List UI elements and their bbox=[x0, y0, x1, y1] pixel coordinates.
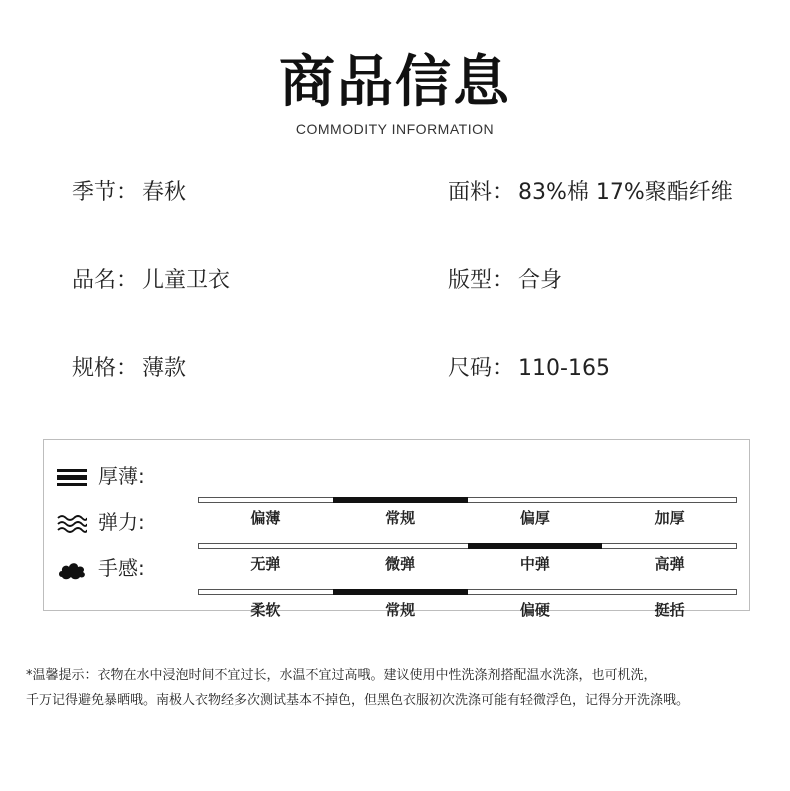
attr-size-value: 110-165 bbox=[518, 356, 610, 381]
attr-season-value: 春秋 bbox=[142, 180, 187, 205]
scale-label: 厚薄: bbox=[98, 464, 145, 488]
scale-option: 偏硬 bbox=[519, 601, 550, 619]
wave-icon bbox=[57, 512, 87, 536]
attr-fit-label: 版型： bbox=[448, 268, 515, 293]
scale-selected-segment bbox=[333, 589, 467, 595]
attr-fabric bbox=[448, 179, 733, 207]
scale-option: 偏薄 bbox=[250, 509, 281, 527]
attr-spec-value: 薄款 bbox=[142, 356, 187, 381]
attr-fit-value: 合身 bbox=[518, 268, 563, 293]
scale-selected-segment bbox=[333, 497, 467, 503]
page-subtitle: COMMODITY INFORMATION bbox=[295, 121, 495, 137]
attr-season-label: 季节： bbox=[72, 180, 139, 205]
scale-option: 微弹 bbox=[385, 555, 416, 573]
page-title: 商品信息 bbox=[279, 50, 511, 115]
attr-spec-label: 规格： bbox=[72, 356, 139, 381]
attr-spec bbox=[72, 355, 186, 383]
attr-size-label: 尺码： bbox=[448, 356, 515, 381]
scale-option: 柔软 bbox=[250, 601, 281, 619]
property-scale-panel bbox=[43, 439, 750, 619]
attr-fabric-label: 面料： bbox=[448, 180, 515, 205]
attr-fit bbox=[448, 267, 562, 295]
scale-track bbox=[198, 497, 737, 503]
attr-name-label: 品名： bbox=[72, 268, 139, 293]
scale-track bbox=[198, 589, 737, 595]
scale-option: 常规 bbox=[385, 509, 416, 527]
scale-selected-segment bbox=[468, 543, 602, 549]
scale-options bbox=[198, 600, 737, 620]
scale-option: 加厚 bbox=[654, 509, 685, 527]
scale-option: 偏厚 bbox=[519, 509, 550, 527]
scale-option: 挺括 bbox=[654, 601, 685, 619]
scale-option: 高弹 bbox=[654, 555, 685, 573]
scale-option: 常规 bbox=[385, 601, 416, 619]
attr-name-value: 儿童卫衣 bbox=[142, 268, 231, 293]
scale-label: 弹力: bbox=[98, 510, 145, 534]
thickness-icon bbox=[57, 466, 87, 490]
scale-option: 中弹 bbox=[519, 555, 550, 573]
scale-row-handfeel bbox=[44, 556, 749, 619]
scale-label: 手感: bbox=[98, 556, 145, 580]
scale-option: 无弹 bbox=[250, 555, 281, 573]
care-note-line-1: *温馨提示：衣物在水中浸泡时间不宜过长，水温不宜过高哦。建议使用中性洗涤剂搭配温水洗涤，也可机洗， bbox=[26, 668, 657, 683]
cloud-icon bbox=[57, 558, 87, 582]
attr-fabric-value: 83%棉 17%聚酯纤维 bbox=[518, 180, 733, 205]
attr-season bbox=[72, 179, 186, 207]
scale-track bbox=[198, 543, 737, 549]
care-note-line-2: 千万记得避免暴晒哦。南极人衣物经多次测试基本不掉色，但黑色衣服初次洗涤可能有轻微浮色，记得分开洗涤哦。 bbox=[26, 693, 690, 708]
attr-size bbox=[448, 355, 610, 383]
attr-name bbox=[72, 267, 230, 295]
